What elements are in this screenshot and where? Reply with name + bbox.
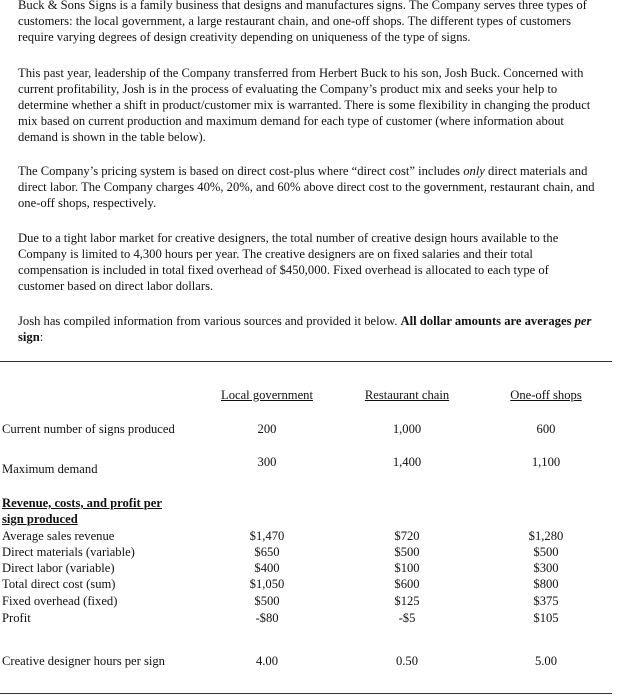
section-heading-line-1: Revenue, costs, and profit per — [2, 496, 162, 510]
p3-text-b: direct materials and direct labor. The Company charges 40%, 20%, and 60% above direct cost to the government, restaurant chain, and one-off shops, respectively. — [18, 164, 595, 210]
row-label-profit: Profit — [2, 611, 31, 625]
cell-labor-oneoff: $300 — [533, 561, 559, 575]
row-label-direct-materials: Direct materials (variable) — [2, 545, 135, 559]
cell-materials-restaurant: $500 — [394, 545, 420, 559]
cell-total-direct-oneoff: $800 — [533, 577, 559, 591]
cell-current-oneoff: 600 — [536, 422, 556, 436]
row-label-current: Current number of signs produced — [2, 422, 175, 436]
cell-overhead-local: $500 — [254, 594, 280, 608]
cell-profit-local: -$80 — [255, 611, 279, 625]
row-label-designer-hours: Creative designer hours per sign — [2, 654, 165, 668]
table-top-rule — [0, 361, 612, 362]
col-header-local-government: Local government — [221, 388, 313, 402]
cell-materials-local: $650 — [254, 545, 280, 559]
p5-emphasis: per — [574, 314, 592, 328]
cell-max-restaurant: 1,400 — [392, 455, 422, 469]
cell-current-local: 200 — [257, 422, 277, 436]
cell-materials-oneoff: $500 — [533, 545, 559, 559]
p5-text-a: Josh has compiled information from various sources and provided it below. — [18, 314, 401, 328]
intro-paragraph-3 — [18, 163, 596, 211]
cell-total-direct-local: $1,050 — [249, 577, 285, 591]
cell-max-local: 300 — [257, 455, 277, 469]
cell-hours-local: 4.00 — [255, 654, 279, 668]
p3-text-a: The Company’s pricing system is based on direct cost-plus where “direct cost” includes — [18, 164, 464, 178]
intro-paragraph-2: This past year, leadership of the Company transferred from Herbert Buck to his son, Josh Buck. Concerned with current profitability, Josh is in the process of evaluating the Company’s product mix and seeks your help to determine whether a shift in product/customer mix is warranted. There is some flexibility in changing the product mix based on current production and maximum demand for each type of customer (where information about demand is shown in the table below). — [18, 66, 591, 144]
cell-current-restaurant: 1,000 — [392, 422, 422, 436]
row-label-fixed-overhead: Fixed overhead (fixed) — [2, 594, 118, 608]
cell-labor-restaurant: $100 — [394, 561, 420, 575]
cell-revenue-restaurant: $720 — [394, 529, 420, 543]
cell-labor-local: $400 — [254, 561, 280, 575]
cell-revenue-oneoff: $1,280 — [528, 529, 564, 543]
col-header-one-off-shops: One-off shops — [510, 388, 582, 402]
p5-bold-text: All dollar amounts are averages per sign — [18, 314, 592, 344]
cell-hours-restaurant: 0.50 — [395, 654, 419, 668]
intro-paragraph-4: Due to a tight labor market for creative designers, the total number of creative design hours available to the Company is limited to 4,300 hours per year. The creative designers are on fixed salaries and their total compensation is included in total fixed overhead of $450,000. Fixed overhead is allocated to each type of customer based on direct labor dollars. — [18, 231, 559, 293]
row-label-total-direct-cost: Total direct cost (sum) — [2, 577, 116, 591]
cell-profit-oneoff: $105 — [533, 611, 559, 625]
cell-total-direct-restaurant: $600 — [394, 577, 420, 591]
cell-revenue-local: $1,470 — [249, 529, 285, 543]
cell-overhead-restaurant: $125 — [394, 594, 420, 608]
cell-profit-restaurant: -$5 — [398, 611, 416, 625]
row-label-revenue: Average sales revenue — [2, 529, 115, 543]
section-heading-line-2: sign produced — [2, 512, 78, 526]
intro-paragraph-1: Buck & Sons Signs is a family business that designs and manufactures signs. The Company serves three types of customers: the local government, a large restaurant chain, and one-off shops. The different types of customers require varying degrees of design creativity depending on uniqueness of the type of signs. — [18, 0, 587, 44]
intro-paragraph-5: Josh has compiled information from various sources and provided it below. All dollar amounts are averages per sign: — [18, 314, 592, 344]
col-header-restaurant-chain: Restaurant chain — [364, 388, 450, 402]
row-label-direct-labor: Direct labor (variable) — [2, 561, 115, 575]
table-bottom-rule — [0, 693, 612, 694]
cell-overhead-oneoff: $375 — [533, 594, 559, 608]
cell-max-oneoff: 1,100 — [531, 455, 561, 469]
row-label-maximum-demand: Maximum demand — [2, 462, 98, 476]
cell-hours-oneoff: 5.00 — [534, 654, 558, 668]
p3-emphasis: only — [463, 164, 485, 178]
